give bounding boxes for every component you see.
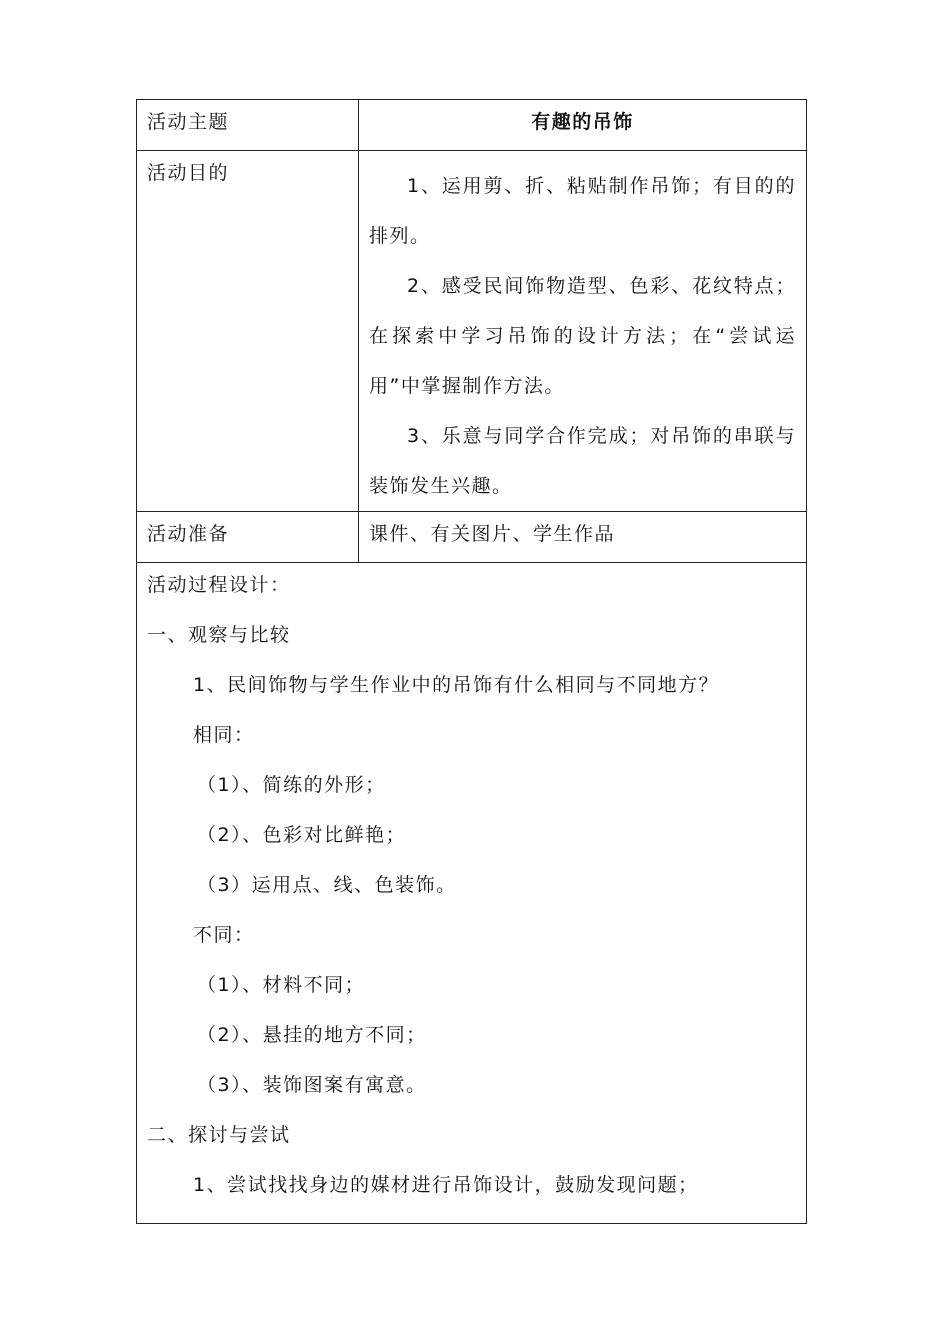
goal-item: 2、感受民间饰物造型、色彩、花纹特点；在探索中学习吊饰的设计方法；在“尝试运用”中掌握制作方法。 xyxy=(369,275,796,397)
goal-row xyxy=(137,151,807,512)
prep-value: 课件、有关图片、学生作品 xyxy=(369,523,616,545)
process-heading: 活动过程设计： xyxy=(147,574,291,596)
goal-label-cell xyxy=(137,151,359,512)
process-row xyxy=(137,563,807,1224)
theme-value: 有趣的吊饰 xyxy=(531,111,634,133)
section-heading: 一、观察与比较 xyxy=(147,624,291,646)
theme-row xyxy=(137,100,807,151)
prep-label: 活动准备 xyxy=(147,523,230,545)
process-content xyxy=(137,563,806,1223)
prep-value-cell xyxy=(359,512,807,563)
list-item: （1）、简练的外形； xyxy=(197,774,386,796)
prep-label-cell xyxy=(137,512,359,563)
process-question: 1、民间饰物与学生作业中的吊饰有什么相同与不同地方？ xyxy=(193,674,720,696)
list-item: （3）、装饰图案有寓意。 xyxy=(197,1074,427,1096)
subheading-different: 不同： xyxy=(193,924,255,946)
section-heading: 二、探讨与尝试 xyxy=(147,1124,291,1146)
process-step: 1、尝试找找身边的媒材进行吊饰设计，鼓励发现问题； xyxy=(193,1174,699,1196)
theme-label-cell xyxy=(137,100,359,151)
subheading-same: 相同： xyxy=(193,724,255,746)
goal-item: 1、运用剪、折、粘贴制作吊饰；有目的的排列。 xyxy=(369,175,796,247)
goal-item: 3、乐意与同学合作完成；对吊饰的串联与装饰发生兴趣。 xyxy=(369,425,796,497)
theme-value-cell xyxy=(359,100,807,151)
lesson-plan-table xyxy=(136,99,807,1224)
theme-label: 活动主题 xyxy=(147,111,230,133)
list-item: （1）、材料不同； xyxy=(197,974,366,996)
goal-list xyxy=(359,151,806,511)
prep-row xyxy=(137,512,807,563)
goal-value-cell xyxy=(359,151,807,512)
list-item: （2）、悬挂的地方不同； xyxy=(197,1024,427,1046)
process-cell xyxy=(137,563,807,1224)
goal-label: 活动目的 xyxy=(147,162,230,184)
list-item: （2）、色彩对比鲜艳； xyxy=(197,824,407,846)
list-item: （3）运用点、线、色装饰。 xyxy=(197,874,457,896)
